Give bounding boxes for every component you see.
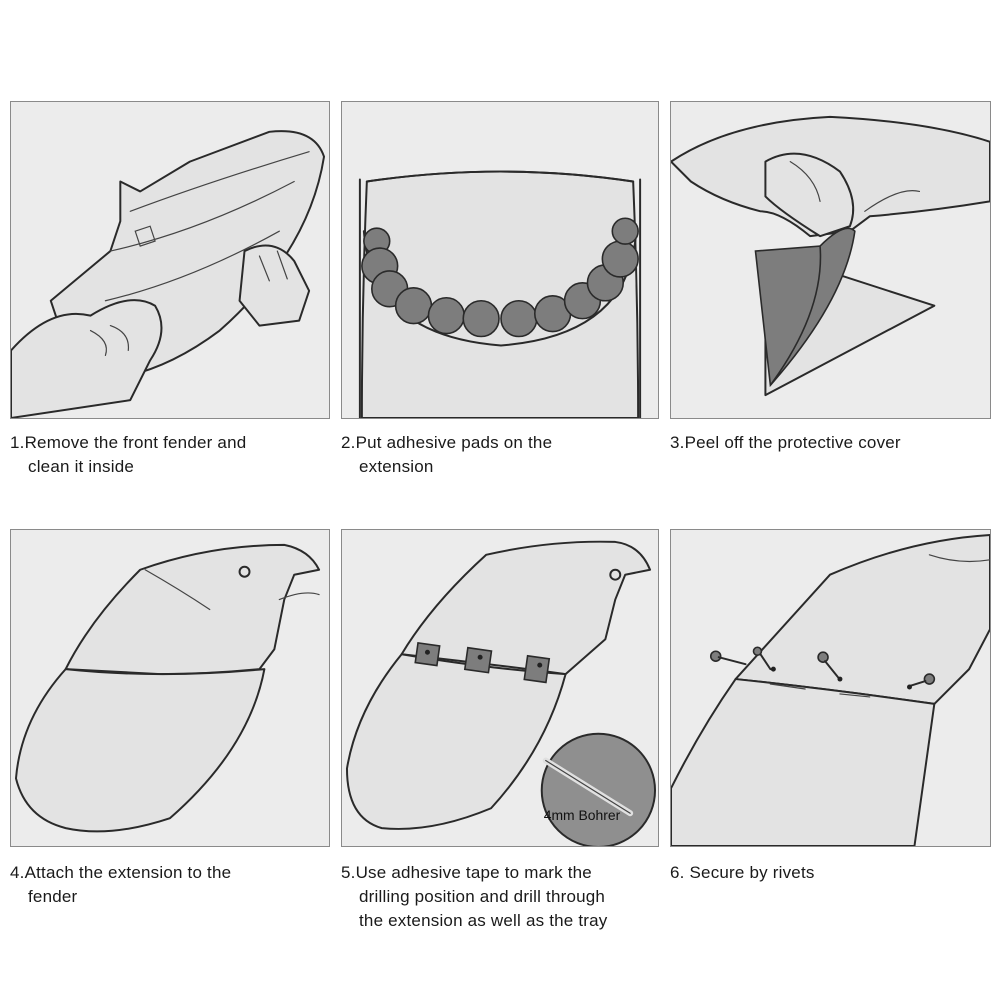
adhesive-pad [501, 301, 537, 337]
step-4-illustration [10, 529, 330, 847]
extension-pads-drawing [342, 102, 658, 418]
adhesive-pad [428, 298, 464, 334]
step-5-line-3: the extension as well as the tray [359, 911, 608, 930]
drill-label: 4mm Bohrer [543, 807, 621, 824]
step-4-caption [10, 861, 330, 909]
step-6-caption [670, 861, 991, 885]
step-5-illustration [341, 529, 659, 847]
step-5-line-2: drilling position and drill through [359, 887, 606, 906]
step-2-line-2: extension [359, 457, 434, 476]
step-1-illustration [10, 101, 330, 419]
adhesive-pad [463, 301, 499, 337]
step-3-caption [670, 431, 995, 455]
peel-cover-drawing [671, 102, 990, 418]
rivets-drawing [671, 530, 990, 846]
step-4-line-2: fender [28, 887, 78, 906]
tape-drill-drawing [342, 530, 658, 846]
step-5-line-1: 5.Use adhesive tape to mark the [341, 863, 592, 882]
step-2-illustration [341, 101, 659, 419]
attach-extension-drawing [11, 530, 329, 846]
step-6-line-1: 6. Secure by rivets [670, 863, 815, 882]
step-2-line-1: 2.Put adhesive pads on the [341, 433, 553, 452]
step-4-line-1: 4.Attach the extension to the [10, 863, 232, 882]
step-2-caption [341, 431, 659, 479]
step-1-line-1: 1.Remove the front fender and [10, 433, 247, 452]
step-1-line-2: clean it inside [28, 457, 135, 476]
adhesive-pad [396, 288, 432, 324]
step-1-caption [10, 431, 330, 479]
step-3-illustration [670, 101, 991, 419]
fender-clean-drawing [11, 102, 329, 418]
step-5-caption [341, 861, 671, 933]
step-3-line-1: 3.Peel off the protective cover [670, 433, 901, 452]
step-6-illustration [670, 529, 991, 847]
adhesive-pad [602, 241, 638, 277]
adhesive-pad [612, 218, 638, 244]
